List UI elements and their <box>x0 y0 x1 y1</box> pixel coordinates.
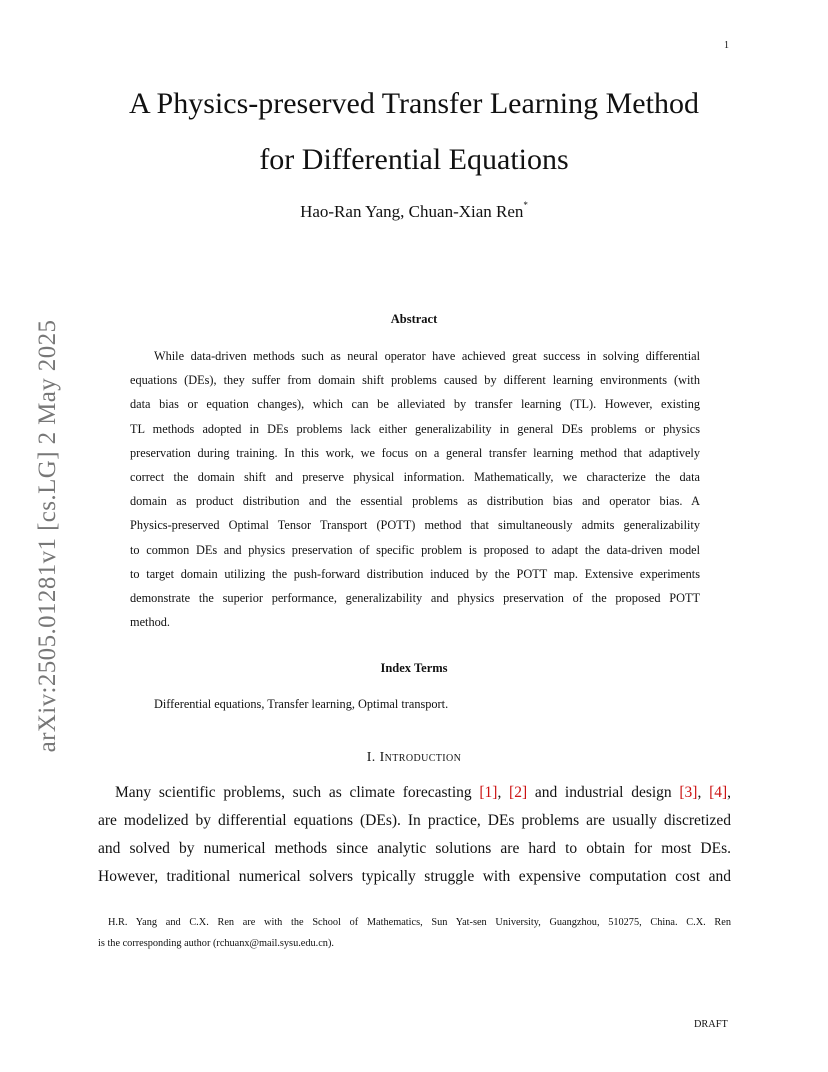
abstract-line: domain as product distribution and the essential problems as distribution bias and operator bias. A <box>130 494 700 509</box>
index-terms-heading: Index Terms <box>380 661 448 675</box>
intro-text: , <box>697 784 710 801</box>
author-list <box>0 202 828 222</box>
introduction-paragraph <box>98 779 731 891</box>
intro-line: However, traditional numerical solvers typically struggle with expensive computation cost and <box>98 868 731 885</box>
section-title-initial: I <box>379 750 385 765</box>
abstract-line: correct the domain shift and preserve physical information. Mathematically, we characterize the data <box>130 470 700 485</box>
intro-text: , <box>727 784 732 801</box>
abstract-line: data bias or equation changes), which can be alleviated by transfer learning (TL). However, existing <box>130 397 700 412</box>
abstract-line: While data-driven methods such as neural operator have achieved great success in solving differential <box>154 349 700 363</box>
abstract-line: to target domain utilizing the push-forward distribution induced by the POTT map. Extensive experiments <box>130 566 700 581</box>
intro-text: , <box>497 784 510 801</box>
abstract-body <box>130 344 700 634</box>
arxiv-identifier: arXiv:2505.01281v1 [cs.LG] 2 May 2025 <box>34 319 61 753</box>
intro-line: and solved by numerical methods since analytic solutions are hard to obtain for most DEs. <box>98 840 731 857</box>
intro-text: Many scientific problems, such as climate forecasting <box>115 784 480 801</box>
abstract-line: to common DEs and physics preservation of specific problem is proposed to adapt the data-driven model <box>130 542 700 557</box>
citation-link[interactable]: [4] <box>709 784 728 801</box>
citation-link[interactable]: [3] <box>679 784 698 801</box>
section-title-rest: ntroduction <box>384 750 462 765</box>
corresponding-author-mark: * <box>523 200 528 211</box>
section-heading-introduction <box>0 750 828 766</box>
page-number: 1 <box>724 40 729 51</box>
authors-text: Hao-Ran Yang, Chuan-Xian Ren <box>300 202 524 221</box>
abstract-line: equations (DEs), they suffer from domain shift problems caused by different learning environments (with <box>130 373 700 388</box>
citation-link[interactable]: [1] <box>479 784 498 801</box>
abstract-line: TL methods adopted in DEs problems lack either generalizability in general DEs problems or physics <box>130 421 700 436</box>
title-line-2: for Differential Equations <box>259 143 569 176</box>
abstract-heading: Abstract <box>390 312 438 326</box>
title-line-1: A Physics-preserved Transfer Learning Method <box>129 87 699 120</box>
section-numeral: I. <box>366 750 376 765</box>
author-footnote <box>98 912 731 954</box>
footnote-line: is the corresponding author (rchuanx@mail.sysu.edu.cn). <box>98 938 334 949</box>
abstract-line: Physics-preserved Optimal Tensor Transport (POTT) method that simultaneously admits generalizability <box>130 518 700 533</box>
intro-line <box>98 779 731 807</box>
draft-label: DRAFT <box>694 1019 728 1030</box>
abstract-line: preservation during training. In this work, we focus on a general transfer learning method that adaptively <box>130 445 700 460</box>
index-terms-text: Differential equations, Transfer learning, Optimal transport. <box>154 697 449 711</box>
abstract-line: demonstrate the superior performance, generalizability and physics preservation of the proposed POTT <box>130 591 700 606</box>
intro-text: and industrial design <box>527 784 680 801</box>
footnote-line: H.R. Yang and C.X. Ren are with the School of Mathematics, Sun Yat-sen University, Guangzhou, 510275, China. C.X. Ren <box>108 917 731 928</box>
paper-title <box>0 76 828 188</box>
abstract-line: method. <box>130 615 170 630</box>
intro-line: are modelized by differential equations (DEs). In practice, DEs problems are usually discretized <box>98 812 731 829</box>
citation-link[interactable]: [2] <box>509 784 528 801</box>
